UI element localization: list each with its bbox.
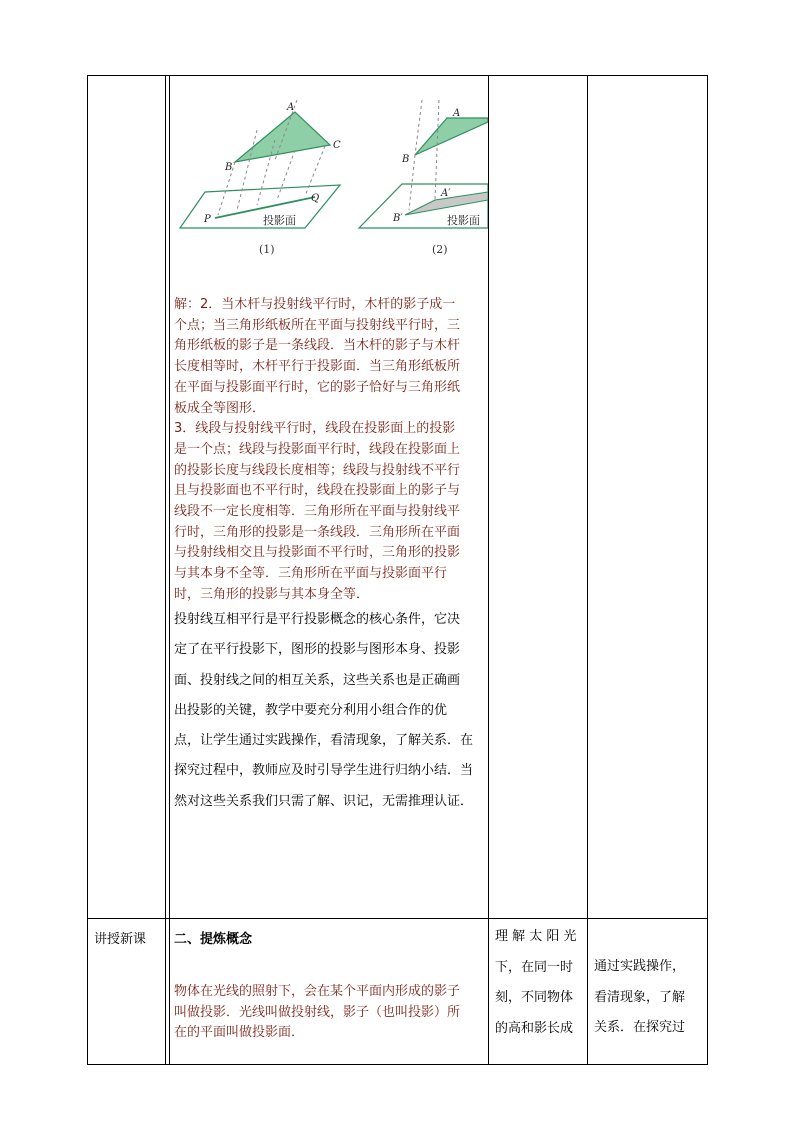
projection-figure-2 xyxy=(357,100,488,230)
figure2-label-B: B xyxy=(402,154,410,165)
answer-line: 角形纸板的影子是一条线段．当木杆的影子与木杆 xyxy=(174,338,461,354)
commentary-text xyxy=(174,605,486,817)
commentary-line: 投射线互相平行是平行投影概念的核心条件，它决 xyxy=(174,612,461,627)
design-intent-text xyxy=(594,952,706,1044)
answer-line: 时，三角形的投影与其本身全等． xyxy=(174,586,370,602)
projection-figure-1 xyxy=(175,100,350,230)
figure2-plane-label: 投影面 xyxy=(447,214,480,227)
figure2-label-A: A xyxy=(453,108,461,119)
intent-line: 关系．在探究过 xyxy=(594,1020,686,1035)
commentary-line: 点，让学生通过实践操作，看清现象，了解关系．在 xyxy=(174,733,474,749)
figure1-label-Q: Q xyxy=(311,193,320,204)
answer-line: 线段不一定长度相等．三角形所在平面与投射线平 xyxy=(174,504,461,520)
table-top-border xyxy=(87,75,708,76)
col-border-left xyxy=(87,75,88,1065)
answer-line: 3．线段与投射线平行时，线段在投影面上的投影 xyxy=(174,421,456,437)
concept-text xyxy=(174,982,486,1044)
col-border-2 xyxy=(488,75,489,1065)
col-border-right xyxy=(707,75,708,1065)
stage-label: 讲授新课 xyxy=(94,932,147,947)
commentary-line: 探究过程中，教师应及时引导学生进行归纳小结．当 xyxy=(174,763,474,779)
col-border-1 xyxy=(165,75,166,1065)
col-border-3 xyxy=(587,75,588,1065)
figure1-label-A: A xyxy=(287,102,295,113)
concept-line: 在的平面叫做投影面． xyxy=(174,1025,305,1041)
intent-line: 通过实践操作， xyxy=(594,959,686,974)
figure1-caption: (1) xyxy=(259,243,275,256)
intent-line: 看清现象，了解 xyxy=(594,989,686,1005)
figure2-label-A-prime: A′ xyxy=(441,188,451,199)
concept-line: 物体在光线的照射下，会在某个平面内形成的影子 xyxy=(174,984,461,999)
commentary-line: 出投影的关键，教学中要充分利用小组合作的优 xyxy=(174,702,448,718)
row-divider xyxy=(87,918,708,919)
student-line: 下，在同一时 xyxy=(495,959,574,975)
answer-line: 行时，三角形的投影是一条线段．三角形所在平面 xyxy=(174,524,461,540)
answer-line: 是一个点；线段与投影面平行时，线段在投影面上 xyxy=(174,441,461,457)
student-line: 的高和影长成 xyxy=(495,1020,574,1036)
col-border-1-inner xyxy=(169,75,170,1065)
commentary-line: 定了在平行投影下，图形的投影与图形本身、投影 xyxy=(174,642,461,658)
student-line: 理 解 太 阳 光 xyxy=(495,929,577,944)
table-bottom-border xyxy=(87,1064,708,1065)
section-heading: 二、提炼概念 xyxy=(174,932,253,947)
student-activity-text xyxy=(495,922,585,1044)
figure2-caption: (2) xyxy=(432,243,448,256)
figure1-plane-label: 投影面 xyxy=(263,214,296,227)
commentary-line: 然对这些关系我们只需了解、识记，无需推理认证． xyxy=(174,793,474,809)
answer-line: 且与投影面也不平行时，线段在投影面上的影子与 xyxy=(174,483,461,499)
concept-line: 叫做投影．光线叫做投射线，影子（也叫投影）所 xyxy=(174,1004,461,1020)
commentary-line: 面、投射线之间的相互关系，这些关系也是正确画 xyxy=(174,672,461,688)
answer-line: 与投射线相交且与投影面不平行时，三角形的投影 xyxy=(174,545,461,561)
answer-line: 的投影长度与线段长度相等；线段与投射线不平行 xyxy=(174,462,461,478)
answer-line: 板成全等图形． xyxy=(174,400,266,416)
answer-line: 长度相等时，木杆平行于投影面．当三角形纸板所 xyxy=(174,359,461,375)
figure1-label-C: C xyxy=(333,140,341,151)
answer-text xyxy=(174,295,486,606)
answer-line: 解：2．当木杆与投射线平行时，木杆的影子成一 xyxy=(174,297,456,312)
answer-line: 个点；当三角形纸板所在平面与投射线平行时，三 xyxy=(174,317,461,333)
answer-line: 与其本身不全等．三角形所在平面与投影面平行 xyxy=(174,566,448,582)
student-line: 刻，不同物体 xyxy=(495,990,574,1005)
figure1-label-B: B xyxy=(225,162,233,173)
figure1-label-P: P xyxy=(204,214,211,225)
answer-line: 在平面与投影面平行时，它的影子恰好与三角形纸 xyxy=(174,379,461,395)
figure2-label-B-prime: B′ xyxy=(393,213,403,224)
